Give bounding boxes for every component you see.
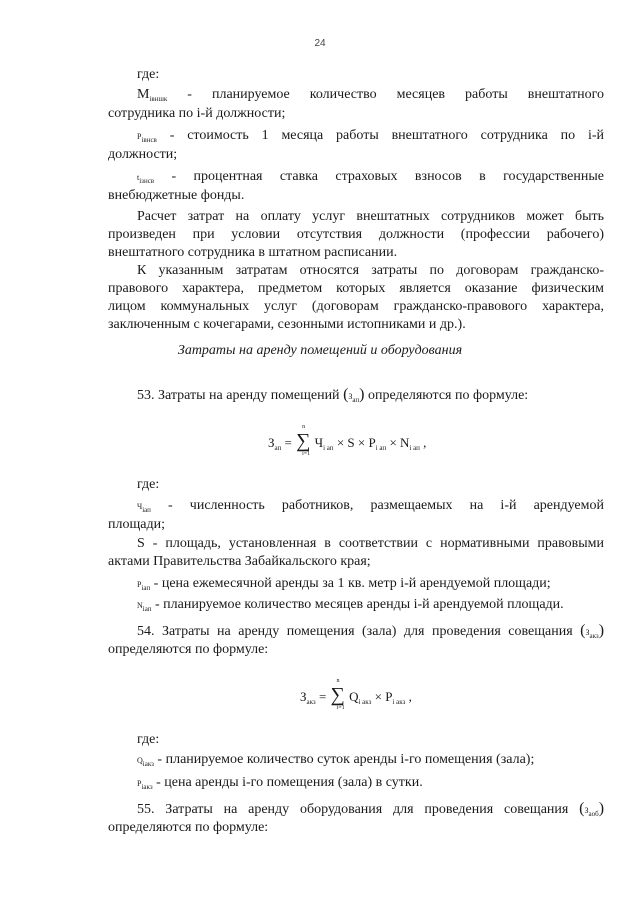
sum-sign: ∑ n i=1: [330, 678, 345, 711]
def53-ch-line2: площади;: [108, 517, 165, 532]
def-t-symbol: $t_{iзнсв}$: [137, 173, 155, 185]
def-p-line2: должности;: [108, 147, 178, 162]
where53-label: где:: [137, 477, 160, 492]
page-number: 24: [314, 38, 326, 49]
def53-ch-symbol: $Ч_{iап}$: [137, 502, 151, 514]
def-t-line2: внебюджетные фонды.: [108, 188, 245, 203]
sum-sign: ∑ n i=1: [296, 424, 311, 457]
where-label: где:: [137, 67, 160, 82]
item53-intro: 53. Затраты на аренду помещений $(З_{ап})$ определяются по формуле:: [137, 386, 529, 404]
para1-line3: внештатного сотрудника в штатном расписании.: [108, 245, 398, 260]
def-p-line1: $P_{iвнсв}$ - стоимость 1 месяца работы внештатного сотрудника по i-й: [137, 128, 605, 144]
para2-line4: заключенным с кочегарами, сезонными истопниками и др.).: [108, 317, 466, 332]
def-m-line1: $M_{iвншк}$ - планируемое количество месяцев работы внештатного: [137, 87, 604, 103]
formula-53: $З_{ап}$ = ∑ n i=1 $Ч_{i ап} \times S \times P_{i ап} \times N_{i ап}$ ,: [268, 424, 427, 457]
def53-s-line2: актами Правительства Забайкальского края;: [108, 554, 371, 569]
def54-p: $P_{iакз}$ - цена аренды i-го помещения (зала) в сутки.: [137, 775, 423, 791]
item53-symbol: $З_{ап}$: [348, 392, 360, 404]
item55-symbol: $З_{аоб}$: [584, 806, 599, 818]
item54-symbol: $З_{акз}$: [585, 628, 599, 640]
item54-line1: 54. Затраты на аренду помещения (зала) для проведения совещания $(З_{акз})$: [137, 622, 605, 640]
item55-line2: определяются по формуле:: [108, 820, 269, 835]
item55-line1: 55. Затраты на аренду оборудования для проведения совещания $(З_{аоб})$: [137, 800, 605, 818]
para2-line1: К указанным затратам относятся затраты по договорам гражданско-: [137, 263, 604, 278]
def53-n: $N_{iап}$ - планируемое количество месяцев аренды i-й арендуемой площади.: [137, 597, 564, 613]
para2-line2: правового характера, предметом которых является оказание физическим: [108, 281, 604, 296]
para2-line3: лицом коммунальных услуг (договорам гражданско-правового характера,: [108, 299, 604, 314]
def54-q: $Q_{iакз}$ - планируемое количество суток аренды i-го помещения (зала);: [137, 752, 535, 768]
def-p-symbol: $P_{iвнсв}$: [137, 132, 157, 144]
def-t-line1: $t_{iзнсв}$ - процентная ставка страховых взносов в государственные: [137, 169, 604, 185]
para1-line1: Расчет затрат на оплату услуг внештатных сотрудников может быть: [137, 209, 604, 224]
def53-s-line1: S - площадь, установленная в соответствии с нормативными правовыми: [137, 536, 604, 551]
section-heading: Затраты на аренду помещений и оборудования: [177, 343, 463, 358]
def53-p: $P_{iап}$ - цена ежемесячной аренды за 1 кв. метр i-й арендуемой площади;: [137, 576, 551, 592]
def53-ch-line1: $Ч_{iап}$ - численность работников, размещаемых на i-й арендуемой: [137, 498, 605, 514]
formula-54: $З_{акз}$ = ∑ n i=1 $Q_{i акз} \times P_{i акз}$ ,: [300, 678, 412, 711]
item54-line2: определяются по формуле:: [108, 642, 269, 657]
def-m-line2: сотрудника по i-й должности;: [108, 106, 286, 121]
def-m-symbol: $M_{iвншк}$: [137, 87, 168, 103]
where54-label: где:: [137, 732, 160, 747]
para1-line2: произведен при условии отсутствия должности (профессии рабочего): [108, 227, 604, 242]
